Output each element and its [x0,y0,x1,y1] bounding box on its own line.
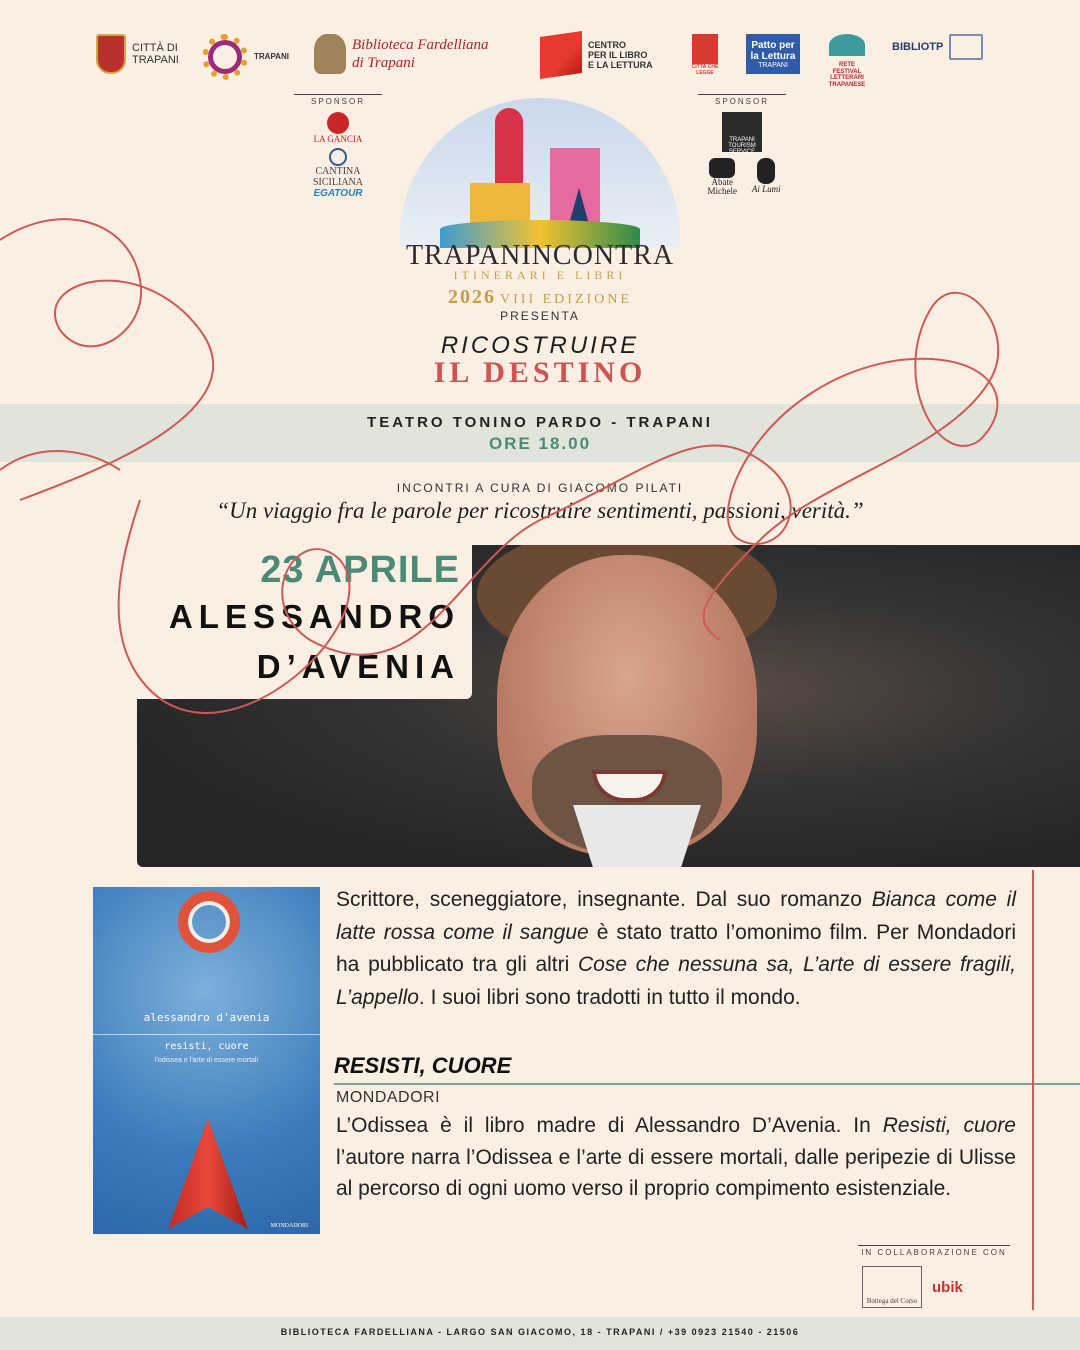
festival-brand [400,240,680,283]
event-date: 23 APRILE [260,549,460,591]
series-title-line1: RICOSTRUIRE [440,332,640,359]
tourism-service-logo: TRAPANI TOURISM SERVICE [722,112,762,152]
biblioteca-logo: Biblioteca Fardelliana di Trapani [314,34,489,74]
footer-address: BIBLIOTECA FARDELLIANA - LARGO SAN GIACOMO, 18 - TRAPANI / +39 0923 21540 - 21506 [0,1317,1080,1350]
ubik-logo: ubik [932,1278,963,1296]
cover-publisher: MONDADORI [270,1223,308,1229]
edition-year: 2026 [448,286,497,308]
paper-boat-icon [168,1119,248,1229]
edition-number: VIII EDIZIONE [500,292,632,307]
palm-icon [829,34,865,56]
castle-icon [692,34,718,64]
curator-line: INCONTRI A CURA DI GIACOMO PILATI [396,481,684,495]
trapani-capitale-logo: TRAPANI [202,34,289,80]
author-first-name: ALESSANDRO [168,598,460,635]
citta-che-legge-logo: CITTÀ CHE LEGGE [688,34,722,76]
cover-divider [93,1034,320,1035]
centro-libro-logo: CENTRO PER IL LIBRO E LA LETTURA [540,34,653,76]
brand-subtitle: ITINERARI E LIBRI [453,268,627,282]
edition-line [0,286,1080,309]
cantina-icon [329,148,347,166]
cover-author: alessandro d'avenia [143,1011,270,1024]
festival-illustration [400,98,680,248]
owl-icon [314,34,346,74]
book-description: L’Odissea è il libro madre di Alessandro D’Avenia. In Resisti, cuore l’autore narra l’Odissea e l’arte di essere mortali, dalle peripezie di Ulisse al percorso di ogni uomo verso il proprio compimento esistenziale. [336,1114,1016,1200]
abate-icon [709,158,735,178]
lumi-icon [757,158,775,184]
bibliotp-logo: BIBLIOTP [892,34,983,60]
cover-subtitle: l'odissea e l'arte di essere mortali [154,1057,259,1064]
ai-lumi-logo: Ai Lumi [752,158,781,196]
venue-text: TEATRO TONINO PARDO - TRAPANI [367,414,713,431]
collaboration-label: IN COLLABORAZIONE CON [858,1245,1010,1257]
cover-title: resisti, cuore [164,1041,249,1052]
capitale-wheel-icon [202,34,248,80]
sponsors-left: SPONSOR LA GANCIA CANTINA SICILIANA EGATOUR [294,94,382,199]
life-ring-icon [178,891,240,953]
book-divider [334,1083,1080,1085]
collaboration-logos [862,1262,1012,1312]
series-title-line2: IL DESTINO [433,356,647,389]
patto-lettura-logo: Patto per la Lettura TRAPANI [746,34,800,74]
abate-michele-logo: Abate Michele [703,158,741,196]
author-last-name: D’AVENIA [256,648,460,685]
gancia-icon [327,112,349,134]
tagline-quote: “Un viaggio fra le parole per ricostruire sentimenti, passioni, verità.” [216,498,864,523]
red-book-icon [540,31,582,79]
event-name-card [137,545,472,699]
presenta-label: PRESENTA [500,309,580,323]
citta-trapani-logo: CITTÀ DI TRAPANI [96,34,188,74]
author-bio: Scrittore, sceneggiatore, insegnante. Dal suo romanzo Bianca come il latte rossa come il sangue è stato tratto l’omonimo film. Per Mondadori ha pubblicato tra gli altri Cose che nessuna sa, L’arte di essere fragili, L’appello. I suoi libri sono tradotti in tutto il mondo. [336,888,1016,1009]
festival-logo: RETE FESTIVAL LETTERARI TRAPANESE [824,34,870,88]
partner-logos [90,34,1000,88]
bottega-logo: Bottega del Corso [862,1266,922,1308]
book-publisher: MONDADORI [336,1089,441,1106]
brand-title: TRAPANINCONTRA [405,240,675,271]
sponsors-right: SPONSOR TRAPANI TOURISM SERVICE Abate Michele Ai Lumi [698,94,786,196]
open-book-icon [949,34,983,60]
book-title: RESISTI, CUORE [334,1053,512,1078]
event-time: ORE 18.00 [488,434,592,453]
trapani-shield-icon [96,34,126,74]
book-cover [93,887,320,1234]
decorative-vertical-line [1032,870,1034,1310]
